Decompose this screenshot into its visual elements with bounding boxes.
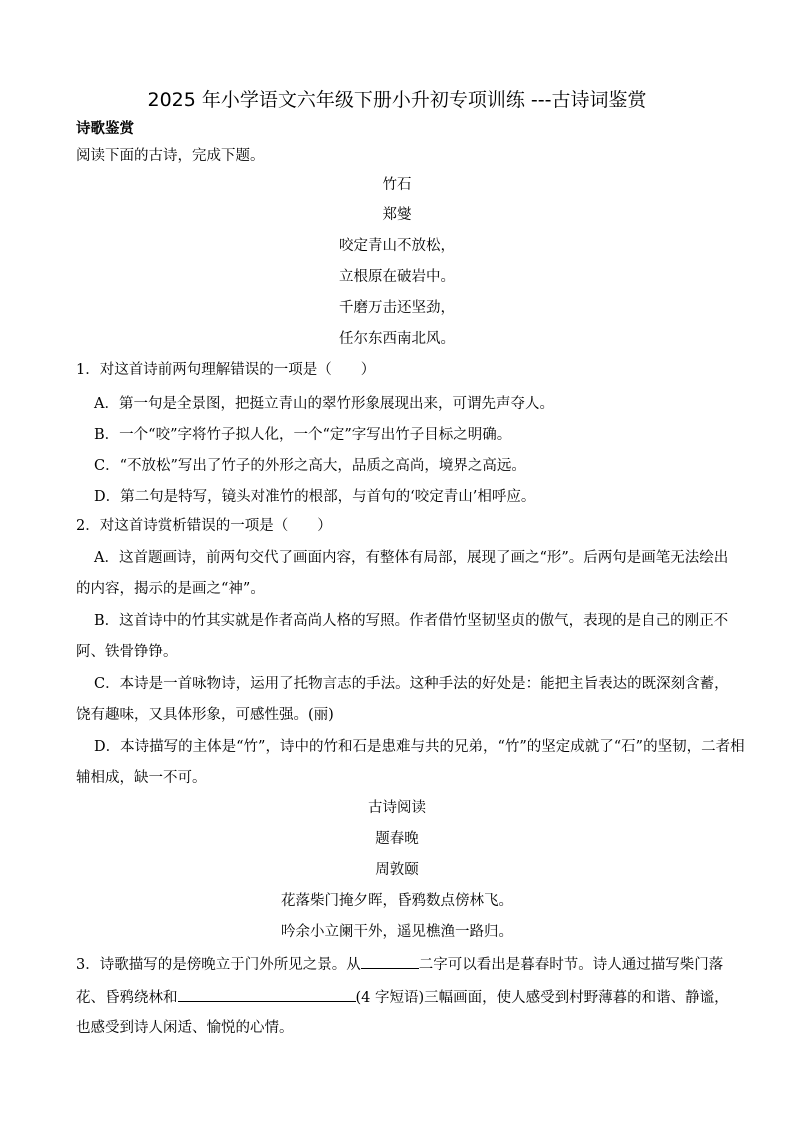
q2-option-d-line-1: D．本诗描写的主体是“竹”，诗中的竹和石是患难与共的兄弟，“竹”的坚定成就了“石”的坚韧，二者相 [94, 739, 745, 755]
poem1-line-4: 任尔东西南北风。 [339, 331, 455, 347]
q1-option-d: D．第二句是特写，镜头对准竹的根部，与首句的‘咬定青山’相呼应。 [94, 489, 536, 505]
instruction-text: 阅读下面的古诗，完成下题。 [76, 148, 265, 164]
poem2-title: 题春晚 [375, 831, 419, 847]
q3-text-part-3: 花、昏鸦绕林和 [76, 990, 178, 1006]
poem2-author: 周敦颐 [375, 862, 419, 878]
poem1-line-3: 千磨万击还坚劲， [339, 300, 455, 316]
q3-line-1 [76, 954, 723, 975]
q3-text-part-2: 二字可以看出是暮春时节。诗人通过描写柴门落 [418, 957, 724, 973]
poem2-heading: 古诗阅读 [368, 800, 426, 816]
q2-option-c-line-2: 饶有趣味，又具体形象，可感性强。(丽) [76, 707, 334, 723]
section-heading: 诗歌鉴赏 [76, 121, 134, 137]
page-title: 2025 年小学语文六年级下册小升初专项训练 ---古诗词鉴赏 [147, 89, 647, 111]
poem1-author: 郑燮 [382, 207, 412, 223]
q1-option-a: A．第一句是全景图，把挺立青山的翠竹形象展现出来，可谓先声夺人。 [94, 396, 554, 412]
q3-answer-blank-2[interactable] [178, 987, 356, 1002]
q2-option-a-line-2: 的内容，揭示的是画之“神”。 [76, 581, 265, 597]
q2-option-b-line-1: B．这首诗中的竹其实就是作者高尚人格的写照。作者借竹坚韧坚贞的傲气，表现的是自己的刚正不 [94, 613, 729, 629]
q1-option-b: B．一个“咬”字将竹子拟人化，一个“定”字写出竹子目标之明确。 [94, 427, 512, 443]
poem1-title: 竹石 [382, 177, 412, 193]
q2-option-d-line-2: 辅相成，缺一不可。 [76, 770, 207, 786]
q3-text-part-1: 3．诗歌描写的是傍晚立于门外所见之景。从 [76, 957, 361, 973]
poem2-line-1: 花落柴门掩夕晖，昏鸦数点傍林飞。 [281, 893, 513, 909]
poem1-line-1: 咬定青山不放松， [339, 238, 455, 254]
q1-option-c: C．“不放松”写出了竹子的外形之高大，品质之高尚，境界之高远。 [94, 458, 526, 474]
q3-line-3: 也感受到诗人闲适、愉悦的心情。 [76, 1020, 294, 1036]
q3-line-2 [76, 987, 729, 1008]
poem1-line-2: 立根原在破岩中。 [339, 269, 455, 285]
q2-option-a-line-1: A．这首题画诗，前两句交代了画面内容，有整体有局部，展现了画之“形”。后两句是画笔无法绘出 [94, 550, 729, 566]
q3-text-part-4: (4 字短语)三幅画面，使人感受到村野薄暮的和谐、静谧， [355, 990, 729, 1006]
q2-option-b-line-2: 阿、铁骨铮铮。 [76, 644, 178, 660]
poem2-line-2: 吟余小立阑干外，遥见樵渔一路归。 [281, 924, 513, 940]
q2-option-c-line-1: C．本诗是一首咏物诗，运用了托物言志的手法。这种手法的好处是：能把主旨表达的既深刻含蓄， [94, 676, 729, 692]
q3-answer-blank-1[interactable] [361, 954, 419, 969]
q2-stem: 2．对这首诗赏析错误的一项是（ ） [76, 518, 332, 534]
q1-stem: 1．对这首诗前两句理解错误的一项是（ ） [76, 362, 376, 378]
